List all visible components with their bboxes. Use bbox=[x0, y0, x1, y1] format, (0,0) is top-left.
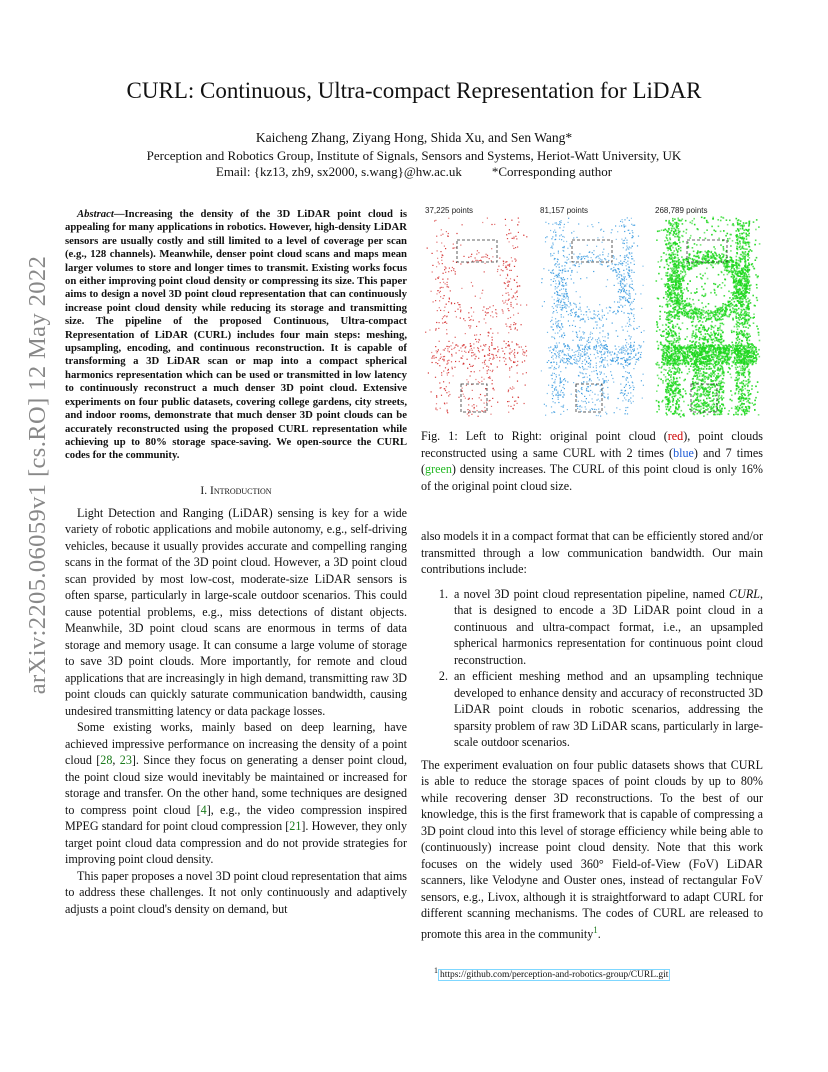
point-cloud-panel-original bbox=[421, 204, 533, 420]
point-count-label: 81,157 points bbox=[540, 206, 589, 215]
point-cloud-panel-2x bbox=[536, 204, 648, 420]
point-cloud-render-red bbox=[421, 204, 533, 420]
intro-paragraph-1: Light Detection and Ranging (LiDAR) sensing is key for a wide variety of robotic applications and mobile autonomy, e.g., self-driving vehicles, because it usually provides accurate and compelling ranging scans in the format of the 3D point cloud. However, a 3D point cloud scan provided by most low-cost, moderate-size LiDAR sensors is often sparse, particularly in large-scale outdoor scenarios. This could cause potential problems, e.g., miss detections of distant objects. Meanwhile, 3D point cloud scans are enormous in terms of data storage and memory usage. It can consume a large volume of storage to save 3D point clouds. More importantly, for remote and cloud applications that are increasingly in high demand, transmitting raw 3D point clouds can quickly saturate communication bandwidth, causing undesired transmitting latency or data package losses. bbox=[65, 505, 407, 718]
arxiv-identifier bbox=[18, 240, 58, 710]
figure-1-caption: Fig. 1: Left to Right: original point cloud (red), point clouds reconstructed using a same CURL with 2 times (blue) and 7 times (green) density increases. The CURL of this point cloud is only 16% of the original point cloud size. bbox=[421, 429, 763, 493]
point-count-label: 268,789 points bbox=[655, 206, 708, 215]
figure-1-point-clouds bbox=[421, 204, 763, 420]
intro-paragraph-2: Some existing works, mainly based on deep learning, have achieved impressive performance on increasing the density of a point cloud [28, 23]. Since they focus on generating a denser point cloud, the point cloud size would inevitably be maintained or increased for storage and transfer. On the other hand, some techniques are designed to compress point cloud [4], e.g., the video compression inspired MPEG standard for point cloud compression [21]. However, they only target point cloud data compression and do not provide strategies for improving point cloud density. bbox=[65, 720, 408, 867]
intro-paragraph-3: This paper proposes a novel 3D point cloud representation that aims to address these challenges. It not only continuously and adaptively adjusts a point cloud's density on demand, but bbox=[65, 868, 407, 916]
email-line: Email: {kz13, zh9, sx2000, s.wang}@hw.ac.uk bbox=[215, 164, 462, 179]
contribution-item-2: 2. an efficient meshing method and an upsampling technique developed to enhance density and accuracy of reconstructed 3D LiDAR point clouds in robotic scenarios, addressing the sparsity problem of raw 3D LiDAR scans, particularly in large-scale outdoor scenarios. bbox=[451, 668, 763, 751]
point-cloud-render-blue bbox=[536, 204, 648, 420]
footnote bbox=[434, 966, 670, 980]
footnote-link[interactable]: 1 bbox=[593, 924, 598, 935]
abstract bbox=[65, 208, 407, 463]
arxiv-identifier-text: arXiv:2205.06059v1 [cs.RO] 12 May 2022 bbox=[24, 255, 51, 695]
citation-link[interactable]: 21 bbox=[289, 819, 302, 834]
abstract-text: —Increasing the density of the 3D LiDAR point cloud is appealing for many applications in robotics. However, high-density LiDAR sensors are usually costly and still limited to a level of coverage per scan (e.g., 128 channels). Meanwhile, denser point cloud scans and maps mean larger volumes to store and longer times to transmit. Existing works focus on either improving point cloud density or compressing its size. This paper aims to design a novel 3D point cloud representation that can continuously increase point cloud density while reducing its storage and transmitting size. The pipeline of the proposed Continuous, Ultra-compact Representation of LiDAR (CURL) includes four main steps: meshing, upsampling, encoding, and continuous reconstruction. It is capable of transforming a 3D LiDAR scan or map into a compact spherical harmonics representation which can be used or transmitted in low latency to continuously reconstruct a much denser 3D point cloud. Extensive experiments on four public datasets, covering college gardens, city streets, and indoor rooms, demonstrate that much denser 3D point clouds can be accurately reconstructed using the proposed CURL representation while achieving up to 80% storage space-saving. We open-source the CURL codes for the community. bbox=[65, 208, 407, 462]
citation-link[interactable]: 23 bbox=[119, 753, 132, 768]
citation-link[interactable]: 4 bbox=[200, 802, 207, 817]
point-count-label: 37,225 points bbox=[425, 206, 474, 215]
section-heading-introduction: I. Introduction bbox=[200, 484, 272, 497]
paper-title: CURL: Continuous, Ultra-compact Representation for LiDAR bbox=[126, 78, 702, 103]
point-cloud-render-green bbox=[651, 204, 763, 420]
contribution-item-1: 1. a novel 3D point cloud representation pipeline, named CURL, that is designed to encode a 3D LiDAR point cloud in a continuous and ultra-compact format, i.e., an upsampled spherical harmonics representation for continuous point cloud reconstruction. bbox=[451, 586, 763, 669]
left-column bbox=[65, 208, 407, 917]
experiment-summary: The experiment evaluation on four public datasets shows that CURL is able to reduce the storage spaces of point clouds by up to 80% while recovering denser 3D reconstructions. To the best of our knowledge, this is the first framework that is capable of compressing a 3D point cloud into this level of storage efficiency while being able to (continuously) increase point cloud density. Note that this work focuses on the widely used 360° Field-of-View (FoV) LiDAR scanners, like Velodyne and Ouster ones, instead of rectangular FoV sensors, e.g., Livox, although it is straightforward to adapt CURL for different scanning mechanisms. The codes of CURL are released to promote this area in the community$^1$. bbox=[421, 757, 763, 941]
point-cloud-panel-7x bbox=[651, 204, 763, 420]
corresponding-author-note: *Corresponding author bbox=[491, 164, 613, 179]
intro-continued: also models it in a compact format that can be efficiently stored and/or transmitted through a low communication bandwidth. Our main contributions include: bbox=[421, 529, 763, 576]
paper-contact bbox=[0, 164, 828, 180]
citation-link[interactable]: 28 bbox=[100, 753, 113, 768]
right-column bbox=[421, 528, 763, 942]
paper-authors: Kaicheng Zhang, Ziyang Hong, Shida Xu, and Sen Wang* bbox=[255, 130, 573, 145]
footnote-mark: 1 bbox=[434, 966, 438, 975]
contribution-list bbox=[421, 586, 763, 751]
abstract-lead: Abstract bbox=[77, 208, 114, 220]
repository-link[interactable]: https://github.com/perception-and-robotics-group/CURL.git bbox=[439, 970, 669, 981]
paper-affiliation: Perception and Robotics Group, Institute of Signals, Sensors and Systems, Heriot-Watt University, UK bbox=[146, 148, 682, 163]
